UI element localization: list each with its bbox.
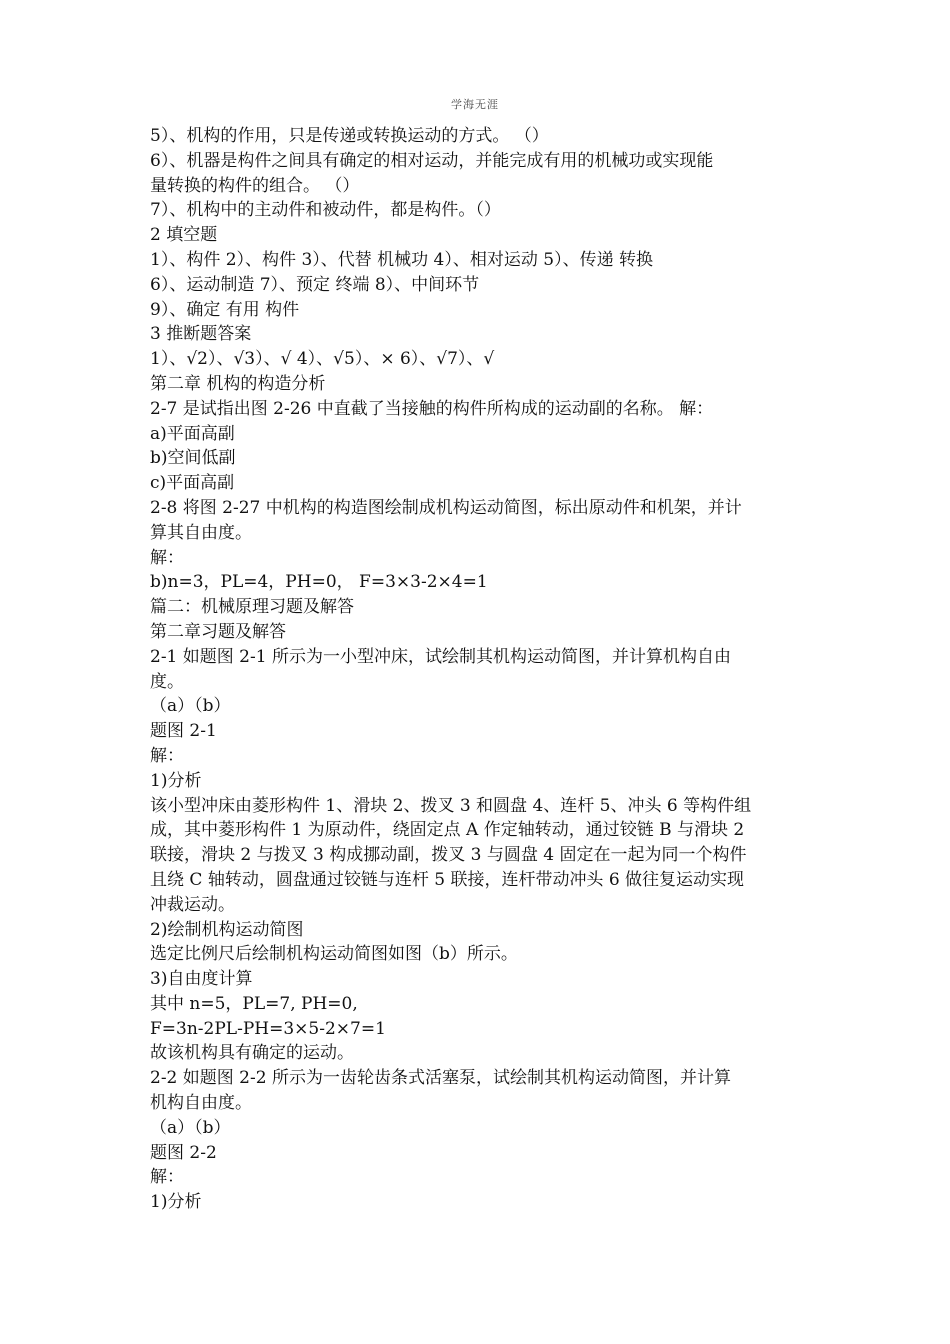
text-line: c)平面高副 xyxy=(150,473,235,494)
text-line: 2-2 如题图 2-2 所示为一齿轮齿条式活塞泵，试绘制其机构运动简图，并计算 xyxy=(150,1068,731,1089)
text-line: 2-7 是试指出图 2-26 中直截了当接触的构件所构成的运动副的名称。 解： xyxy=(150,398,714,419)
text-line: （a）（b） xyxy=(150,696,231,717)
text-line: b)n=3，PL=4，PH=0， F=3×3-2×4=1 xyxy=(150,572,488,593)
text-line: 解： xyxy=(150,547,184,568)
text-line: 1)分析 xyxy=(150,770,202,791)
text-line: a)平面高副 xyxy=(150,423,235,444)
text-line: 3)自由度计算 xyxy=(150,969,253,990)
text-line: 解： xyxy=(150,745,184,766)
section-heading: 篇二：机械原理习题及解答 xyxy=(150,597,354,618)
text-line: 其中 n=5，PL=7, PH=0, xyxy=(150,993,358,1014)
page-header: 学海无涯 xyxy=(451,98,499,111)
text-line: 1）、构件 2）、构件 3）、代替 机械功 4）、相对运动 5）、传递 转换 xyxy=(150,249,654,270)
text-line: b)空间低副 xyxy=(150,448,236,469)
text-line: 解： xyxy=(150,1167,184,1188)
text-line: 联接，滑块 2 与拨叉 3 构成挪动副，拨叉 3 与圆盘 4 固定在一起为同一个构件 xyxy=(150,845,747,866)
text-line: 2-1 如题图 2-1 所示为一小型冲床，试绘制其机构运动简图，并计算机构自由 xyxy=(150,646,731,667)
text-line: 1）、√2）、√3）、√ 4）、√5）、× 6）、√7）、√ xyxy=(150,349,495,370)
section-heading: 2 填空题 xyxy=(150,225,218,246)
text-line: 故该机构具有确定的运动。 xyxy=(150,1043,354,1064)
figure-caption: 题图 2-1 xyxy=(150,721,217,742)
chapter-heading: 第二章习题及解答 xyxy=(150,621,286,642)
text-line: 7）、机构中的主动件和被动件，都是构件。（） xyxy=(150,200,501,221)
text-line: 5）、机构的作用，只是传递或转换运动的方式。 （） xyxy=(150,126,549,146)
text-line: 9）、确定 有用 构件 xyxy=(150,299,300,320)
text-line: F=3n-2PL-PH=3×5-2×7=1 xyxy=(150,1018,386,1039)
text-line: 算其自由度。 xyxy=(150,522,252,543)
section-heading: 3 推断题答案 xyxy=(150,324,252,345)
text-line: （a）（b） xyxy=(150,1117,231,1138)
text-line: 该小型冲床由菱形构件 1、滑块 2、拨叉 3 和圆盘 4、连杆 5、冲头 6 等构件组 xyxy=(150,795,752,816)
chapter-heading: 第二章 机构的构造分析 xyxy=(150,373,326,394)
text-line: 度。 xyxy=(150,671,184,692)
text-line: 6）、机器是构件之间具有确定的相对运动，并能完成有用的机械功或实现能 xyxy=(150,150,714,171)
text-line: 选定比例尺后绘制机构运动简图如图（b）所示。 xyxy=(150,944,518,965)
text-line: 1)分析 xyxy=(150,1192,202,1213)
text-line: 且绕 C 轴转动，圆盘通过铰链与连杆 5 联接，连杆带动冲头 6 做往复运动实现 xyxy=(150,869,745,890)
text-line: 成，其中菱形构件 1 为原动件，绕固定点 A 作定轴转动，通过铰链 B 与滑块 2 xyxy=(150,820,745,841)
document-body xyxy=(150,124,800,1215)
text-line: 冲裁运动。 xyxy=(150,894,235,915)
text-line: 2)绘制机构运动简图 xyxy=(150,919,304,940)
text-line: 6）、运动制造 7）、预定 终端 8）、中间环节 xyxy=(150,274,480,295)
text-line: 机构自由度。 xyxy=(150,1093,252,1114)
text-line: 2-8 将图 2-27 中机构的构造图绘制成机构运动简图，标出原动件和机架，并计 xyxy=(150,497,742,518)
text-line: 量转换的构件的组合。 （） xyxy=(150,175,360,196)
figure-caption: 题图 2-2 xyxy=(150,1142,217,1163)
